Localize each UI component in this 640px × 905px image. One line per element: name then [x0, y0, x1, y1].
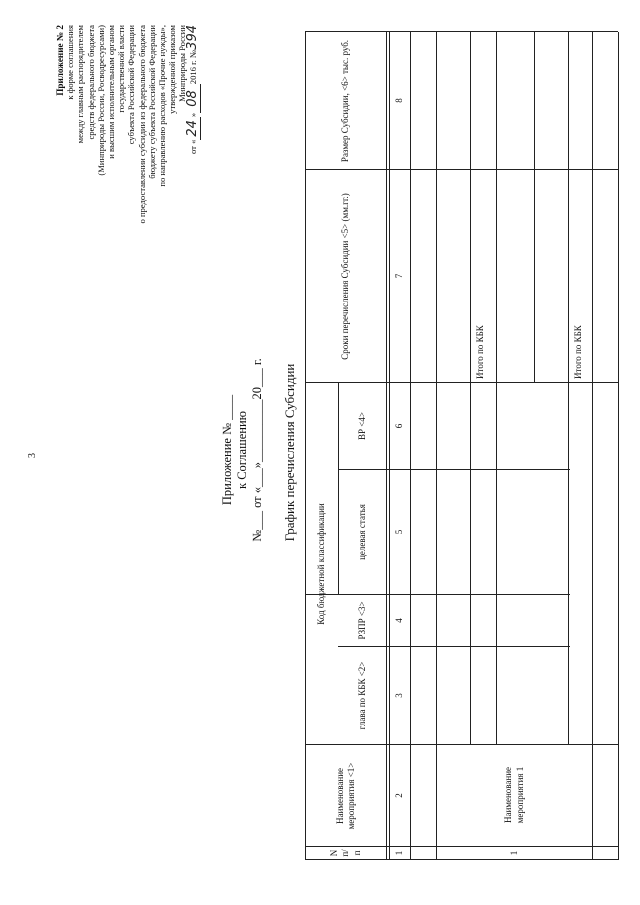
event-name-cell: Наименование мероприятия 1	[503, 766, 525, 824]
appendix-line: государственной власти	[116, 25, 127, 113]
table-title: График перечисления Субсидии	[282, 363, 297, 542]
appendix-line: бюджету субъекта Российской Федерации	[146, 25, 157, 179]
column-number: 5	[394, 529, 405, 535]
appendix-line: о предоставлении субсидии из федерального бюджета	[136, 25, 147, 224]
header-vr: ВР <4>	[356, 412, 367, 440]
appendix-line: Минприроды России	[177, 25, 188, 102]
handwritten-day: 24	[185, 117, 201, 140]
appendix-line: по направлению расходов «Прочие нужды»,	[157, 25, 168, 187]
to-agreement-line: к Соглашению	[235, 411, 249, 489]
kbk-total-label: Итого по КБК	[475, 325, 485, 379]
header-glava: глава по КБК <2>	[356, 661, 367, 730]
approval-date-line: от «24»082016 г. №394	[184, 25, 200, 154]
appendix-line: утвержденной приказом	[167, 25, 178, 114]
column-number: 1	[394, 850, 405, 856]
handwritten-number: 394	[184, 25, 200, 50]
handwritten-month: 08	[185, 84, 201, 113]
column-number: 6	[394, 423, 405, 429]
header-kbk-group: Код бюджетной классификации	[316, 503, 327, 625]
header-num: N п/п	[329, 849, 362, 857]
appendix-line: и высшим исполнительным органом	[106, 25, 117, 159]
column-number: 8	[394, 98, 405, 103]
appendix-title: Приложение № 2	[55, 25, 65, 96]
page-number: 3	[27, 453, 38, 458]
row-number: 1	[508, 850, 519, 856]
column-number: 2	[394, 793, 405, 798]
column-number: 3	[394, 693, 405, 698]
column-number: 7	[394, 273, 405, 279]
header-subsidy-amount: Размер Субсидии, <6> тыс. руб.	[340, 39, 351, 163]
column-number: 4	[394, 618, 405, 623]
agreement-number-date-line: №___ от «___»__________20___ г.	[250, 358, 264, 542]
header-transfer-dates: Сроки перечисления Субсидии <5> (мм.гг.)	[340, 193, 351, 360]
appendix-line: средств федерального бюджета	[85, 25, 96, 140]
header-event-name: Наименование мероприятия <1>	[334, 762, 356, 830]
kbk-total-label: Итого по КБК	[573, 325, 583, 379]
appendix-number-line: Приложение № ____	[220, 394, 234, 506]
appendix-line: к форме соглашения	[65, 25, 76, 100]
appendix-line: (Минприроды России, Росводресурсами)	[95, 25, 106, 176]
appendix-line: между главным распорядителем	[75, 25, 86, 144]
appendix-line: субъекта Российской Федерации	[126, 25, 137, 145]
header-rzpr: РЗПР <3>	[356, 601, 367, 640]
header-target-article: целевая статья	[356, 504, 367, 560]
